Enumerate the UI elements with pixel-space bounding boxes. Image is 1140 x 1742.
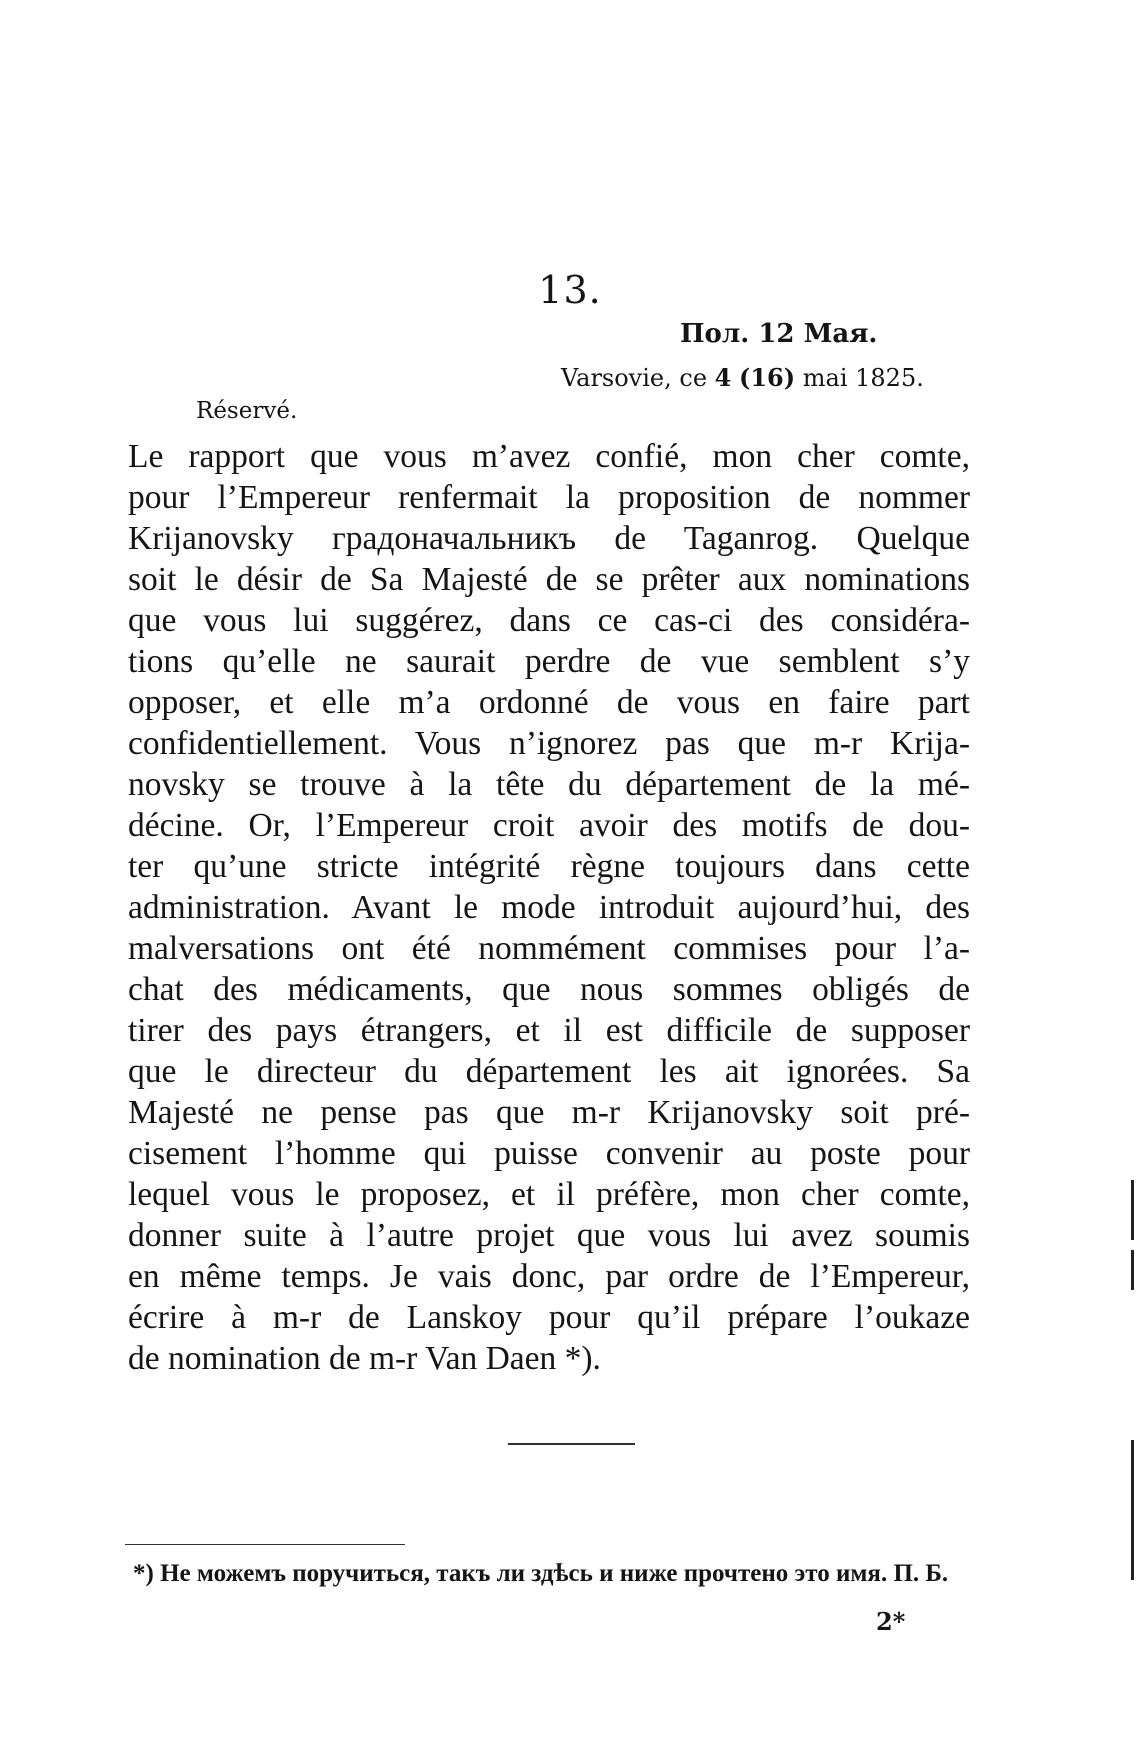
body-line: tirer des pays étrangers, et il est difficile de supposer bbox=[128, 1012, 970, 1049]
body-line: administration. Avant le mode introduit aujourd’hui, des bbox=[128, 889, 970, 926]
date-month: mai bbox=[802, 364, 848, 392]
body-line: cisement l’homme qui puisse convenir au poste pour bbox=[128, 1135, 970, 1172]
body-line: ter qu’une stricte intégrité règne toujours dans cette bbox=[128, 848, 970, 885]
document-number: 13. bbox=[538, 268, 602, 312]
letter-body bbox=[128, 436, 970, 1379]
date-year: 1825. bbox=[855, 364, 924, 392]
body-line: novsky se trouve à la tête du département de la mé- bbox=[128, 766, 970, 803]
body-line: opposer, et elle m’a ordonné de vous en faire part bbox=[128, 684, 970, 721]
classification-label: Réservé. bbox=[196, 398, 298, 424]
body-line: écrire à m-r de Lanskoy pour qu’il prépare l’oukaze bbox=[128, 1299, 970, 1336]
body-line: pour l’Empereur renfermait la proposition de nommer bbox=[128, 479, 970, 516]
body-line: décine. Or, l’Empereur croit avoir des motifs de dou- bbox=[128, 807, 970, 844]
body-line: Majesté ne pense pas que m-r Krijanovsky soit pré- bbox=[128, 1094, 970, 1131]
body-line: donner suite à l’autre projet que vous lui avez soumis bbox=[128, 1217, 970, 1254]
body-line: en même temps. Je vais donc, par ordre de l’Empereur, bbox=[128, 1258, 970, 1295]
body-line: que le directeur du département les ait ignorées. Sa bbox=[128, 1053, 970, 1090]
body-line: Le rapport que vous m’avez confié, mon cher comte, bbox=[128, 438, 970, 475]
body-line: lequel vous le proposez, et il préfère, mon cher comte, bbox=[128, 1176, 970, 1213]
date-day: 4 bbox=[714, 363, 732, 392]
section-end-rule bbox=[508, 1443, 635, 1445]
body-line: confidentiellement. Vous n’ignorez pas que m-r Krija- bbox=[128, 725, 970, 762]
body-line: de nomination de m-r Van Daen *). bbox=[128, 1340, 601, 1377]
scan-edge-mark bbox=[1131, 1250, 1134, 1290]
body-line: tions qu’elle ne saurait perdre de vue semblent s’y bbox=[128, 643, 970, 680]
body-line: Krijanovsky градоначальникъ de Taganrog. Quelque bbox=[128, 520, 970, 557]
scan-edge-mark bbox=[1131, 1440, 1134, 1580]
footnote-divider bbox=[125, 1544, 405, 1545]
footnote: *) Не можемъ поручиться, такъ ли здѣсь и ниже прочтено это имя. П. Б. bbox=[133, 1560, 949, 1587]
signature-mark: 2* bbox=[876, 1607, 906, 1636]
body-line: soit le désir de Sa Majesté de se prêter aux nominations bbox=[128, 561, 970, 598]
place-date-line bbox=[561, 362, 924, 394]
body-line: malversations ont été nommément commises pour l’a- bbox=[128, 930, 970, 967]
place: Varsovie, ce bbox=[561, 364, 708, 392]
date-day-old-style: (16) bbox=[739, 363, 796, 392]
body-line: que vous lui suggérez, dans ce cas-ci des considéra- bbox=[128, 602, 970, 639]
received-note: Пол. 12 Мая. bbox=[680, 319, 878, 349]
body-line: chat des médicaments, que nous sommes obligés de bbox=[128, 971, 970, 1008]
scan-edge-mark bbox=[1131, 1180, 1134, 1240]
